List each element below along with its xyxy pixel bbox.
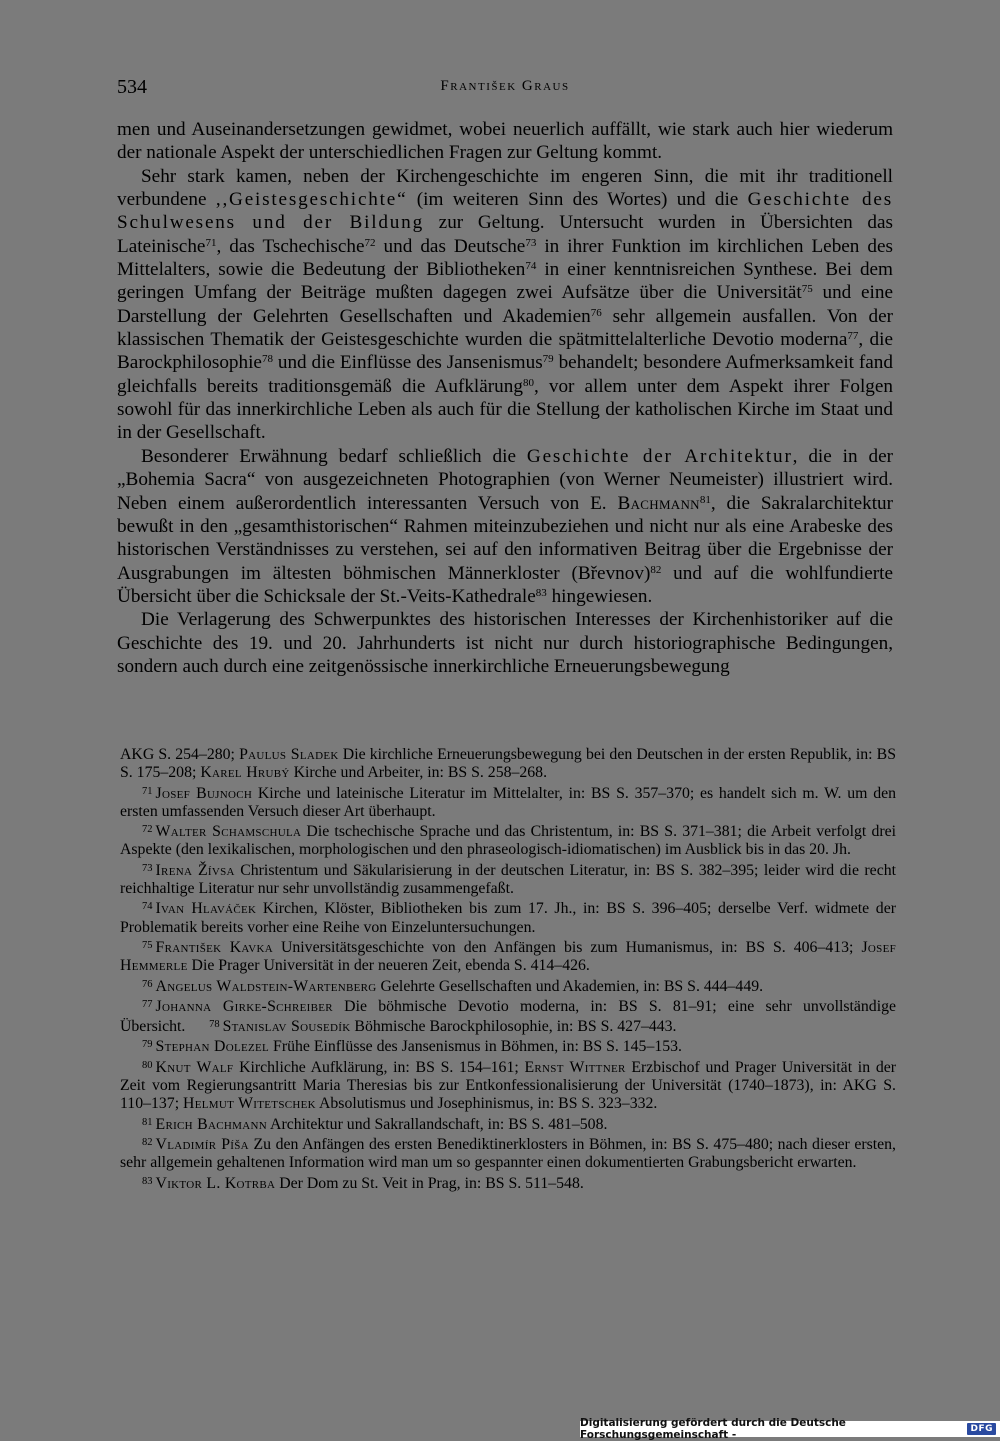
- text-run: Kirche und Arbeiter, in: BS S. 258–268.: [289, 764, 548, 782]
- text-run: und auf die wohlfundierte Übersicht über die Schicksale der St.-Veits-Kathedrale: [117, 562, 893, 607]
- text-run: in einer kenntnisreichen Synthese. Bei dem geringen Umfang der Beiträge mußten dagegen zwei Aufsätze über die Universität: [117, 259, 893, 304]
- footnote-ref[interactable]: 82: [650, 563, 662, 576]
- footnote-number: 83: [142, 1175, 153, 1187]
- text-run: , die in der „Bohemia Sacra“ von ausgezeichneten Photographien (von Werner Neumeister) illustriert wird. Neben einem außerordentlich interessanten Versuch von E.: [117, 445, 894, 514]
- footnote-number: 74: [142, 901, 153, 913]
- author-name: Ernst Wittner: [524, 1058, 626, 1076]
- author-name: Erich Bachmann: [155, 1115, 267, 1133]
- footnote-76: [120, 976, 896, 996]
- text-run: , vor allem unter dem Aspekt ihrer Folgen sowohl für das innerkirchliche Leben als auch für die Stellung der katholischen Kirche im Staat und in der Gesellschaft.: [117, 375, 893, 444]
- footnote-79: [120, 1036, 896, 1056]
- footnote-72: [120, 821, 896, 860]
- text-run: Sehr stark kamen, neben der Kirchengeschichte im engeren Sinn, die mit ihr traditionell verbundene: [117, 165, 893, 211]
- text-run: hingewiesen.: [546, 585, 653, 607]
- text-run: Kirche und lateinische Literatur im Mittelalter, in: BS S. 357–370; es handelt sich m. W. um den ersten umfassenden Versuch dieser Art überhaupt.: [120, 784, 896, 820]
- text-run: Böhmische Barockphilosophie, in: BS S. 427–443.: [350, 1018, 677, 1036]
- text-run: Architektur und Sakrallandschaft, in: BS S. 481–508.: [266, 1115, 608, 1133]
- text-run: Christentum und Säkularisierung in der deutschen Literatur, in: BS S. 382–395; leider wird die recht reichhaltige Literatur nur sehr unvollständig zusammengefaßt.: [120, 861, 896, 898]
- emphasis-spaced: ,,Geistesgeschichte“: [215, 189, 408, 211]
- text-run: (im weiteren Sinn des Wortes) und die: [407, 189, 748, 211]
- text-run: behandelt; besondere Aufmerksamkeit fand gleichfalls bereits traditionsgemäß die Aufklärung: [117, 352, 893, 397]
- footnote-ref[interactable]: 73: [525, 236, 537, 249]
- paragraph-2: [117, 165, 893, 445]
- footnote-number: 77: [142, 998, 153, 1010]
- author-name: Viktor L. Kotrba: [155, 1174, 276, 1192]
- text-run: Die böhmische Devotio moderna, in: BS S. 81–91; eine sehr unvollständige Übersicht.: [120, 997, 897, 1036]
- author-name: Walter Schamschula: [155, 823, 302, 841]
- text-run: , die Sakralarchitektur bewußt in den „gesamthistorischen“ Rahmen miteinzubeziehen und nicht nur als eine Arabeske des historischen Verständnisses zu verstehen, sei auf den informativen Beitrag über die Ergebnisse der Ausgrabungen im ältesten böhmischen Männerkloster (Břevnov): [117, 492, 894, 584]
- footnote-ref[interactable]: 80: [522, 376, 534, 389]
- footnote-number: 72: [142, 824, 153, 836]
- author-name: Vladimír Píša: [155, 1135, 249, 1153]
- footnote-number: 71: [142, 785, 153, 797]
- footnote-71: [120, 783, 896, 822]
- text-run: AKG S. 254–280;: [120, 746, 240, 763]
- author-name: Bachmann: [617, 492, 700, 514]
- page-header: [117, 76, 893, 102]
- footnote-ref[interactable]: 75: [801, 283, 813, 296]
- text-run: Die Prager Universität in der neueren Zeit, ebenda S. 414–426.: [187, 957, 590, 975]
- footnote-number: 78: [209, 1019, 220, 1031]
- text-run: Die tschechische Sprache und das Christentum, in: BS S. 371–381; die Arbeit verfolgt drei Aspekte (den lexikalischen, morphologischen und den phraseologisch-idiomatischen) im Ausblick bis in das 20. Jh.: [120, 823, 896, 859]
- footnote-70-continued: [120, 746, 896, 783]
- footnote-number: 81: [142, 1116, 153, 1128]
- text-run: Zu den Anfängen des ersten Benediktinerklosters in Böhmen, in: BS S. 475–480; nach dieser ersten, sehr allgemein gehaltenen Information wird man um so gespannter einen dokumentierten Grabungsbericht erwarten.: [120, 1135, 896, 1172]
- paragraph-4: [117, 608, 893, 678]
- running-head: František Graus: [440, 78, 570, 94]
- author-name: Josef Bujnoch: [155, 784, 253, 802]
- paragraph-1: [117, 118, 893, 165]
- author-name: Josef Hemmerle: [120, 938, 897, 975]
- footnote-73: [120, 860, 896, 899]
- text-run: Die kirchliche Erneuerungsbewegung bei den Deutschen in der ersten Republik, in: BS S. 175–208;: [120, 746, 897, 782]
- footnote-number: 73: [142, 862, 153, 874]
- footnote-77-78: [120, 996, 896, 1037]
- author-name: Johanna Girke-Schreiber: [155, 997, 333, 1015]
- author-name: Stanislav Sousedík: [222, 1018, 351, 1036]
- author-name: Ivan Hlaváček: [155, 900, 257, 918]
- author-name: Knut Walf: [155, 1058, 234, 1076]
- footnotes: [120, 746, 896, 1193]
- text-run: Der Dom zu St. Veit in Prag, in: BS S. 511–548.: [275, 1174, 584, 1192]
- text-run: Die Verlagerung des Schwerpunktes des historischen Interesses der Kirchenhistoriker auf die Geschichte des 19. und 20. Jahrhunderts ist nicht nur durch historiographische Bedingungen, sondern auch durch eine zeitgenössische innerkirchliche Erneuerungsbewegung: [117, 609, 893, 677]
- footnote-74: [120, 898, 896, 937]
- footnote-ref[interactable]: 81: [699, 493, 711, 506]
- paragraph-3: [117, 445, 893, 608]
- text-run: Kirchen, Klöster, Bibliotheken bis zum 17. Jh., in: BS S. 396–405; derselbe Verf. widmete der Problematik bereits vorher eine Reihe von Einzeluntersuchungen.: [120, 900, 896, 936]
- text-run: in ihrer Funktion im kirchlichen Leben des Mittelalters, sowie die Bedeutung der Bibliotheken: [117, 235, 893, 281]
- footnote-ref[interactable]: 77: [847, 330, 859, 343]
- footnote-number: 79: [142, 1039, 153, 1051]
- footnote-ref[interactable]: 72: [364, 236, 376, 249]
- footnote-82: [120, 1134, 896, 1173]
- footnote-ref[interactable]: 76: [590, 306, 602, 319]
- text-run: , die Barockphilosophie: [117, 329, 893, 374]
- text-run: Erzbischof und Prager Universität in der Zeit vom Regierungsantritt Maria Theresias bis zur Entkonfessionalisierung der Universität (1740–1873), in: AKG S. 110–137;: [120, 1058, 897, 1113]
- text-run: zur Geltung. Untersucht wurden in Übersichten das Lateinische: [117, 212, 893, 257]
- author-name: Karel Hrubý: [200, 764, 290, 782]
- dfg-logo-icon[interactable]: DFG: [967, 1423, 996, 1435]
- footnote-75: [120, 937, 896, 976]
- text-run: Absolutismus und Josephinismus, in: BS S. 323–332.: [315, 1095, 658, 1113]
- author-name: Angelus Waldstein-Wartenberg: [155, 977, 377, 995]
- footnote-number: 80: [142, 1059, 153, 1071]
- text-run: men und Auseinandersetzungen gewidmet, wobei neuerlich auffällt, wie stark auch hier wiederum der nationale Aspekt der unterschiedlichen Fragen zur Geltung kommt.: [117, 119, 893, 164]
- main-text: [117, 118, 893, 678]
- emphasis-spaced: Geschichte des Schulwesens und der Bildung: [117, 189, 893, 234]
- text-run: und die Einflüsse des Jansenismus: [272, 352, 543, 374]
- footnote-number: 75: [142, 939, 153, 951]
- text-run: , das Tschechische: [216, 235, 365, 257]
- footnote-ref[interactable]: 71: [205, 236, 217, 249]
- author-name: Stephan Dolezel: [155, 1038, 270, 1056]
- text-run: und das Deutsche: [375, 235, 526, 257]
- footnote-ref[interactable]: 74: [525, 260, 537, 273]
- text-run: Kirchliche Aufklärung, in: BS S. 154–161;: [233, 1058, 525, 1076]
- author-name: František Kavka: [155, 938, 273, 956]
- footnote-83: [120, 1173, 896, 1193]
- footnote-ref[interactable]: 83: [535, 586, 547, 599]
- footnote-80: [120, 1057, 896, 1114]
- text-run: Besonderer Erwähnung bedarf schließlich die: [141, 445, 527, 467]
- digitization-credit-text: Digitalisierung gefördert durch die Deutsche Forschungsgemeinschaft -: [580, 1417, 846, 1441]
- author-name: Irena Žívsa: [155, 861, 235, 879]
- footnote-ref[interactable]: 79: [542, 353, 554, 366]
- footnote-81: [120, 1114, 896, 1134]
- text-run: sehr allgemein ausfallen. Von der klassischen Thematik der Geistesgeschichte wurden die spätmittelalterliche Devotio moderna: [117, 305, 893, 351]
- emphasis-spaced: Geschichte der Architektur: [526, 445, 793, 467]
- text-run: Frühe Einflüsse des Jansenismus in Böhmen, in: BS S. 145–153.: [269, 1038, 682, 1056]
- text-run: und eine Darstellung der Gelehrten Gesellschaften und Akademien: [117, 282, 893, 327]
- digitization-credit-bar: [580, 1417, 1000, 1441]
- author-name: Helmut Witetschek: [183, 1095, 316, 1113]
- text-run: Gelehrte Gesellschaften und Akademien, in: BS S. 444–449.: [376, 977, 764, 995]
- author-name: Paulus Sladek: [239, 746, 339, 763]
- footnote-number: 82: [142, 1136, 153, 1148]
- footnote-ref[interactable]: 78: [261, 353, 273, 366]
- text-run: Universitätsgeschichte von den Anfängen bis zum Humanismus, in: BS S. 406–413;: [272, 938, 862, 956]
- footnote-number: 76: [142, 978, 153, 990]
- page-number: 534: [117, 76, 147, 98]
